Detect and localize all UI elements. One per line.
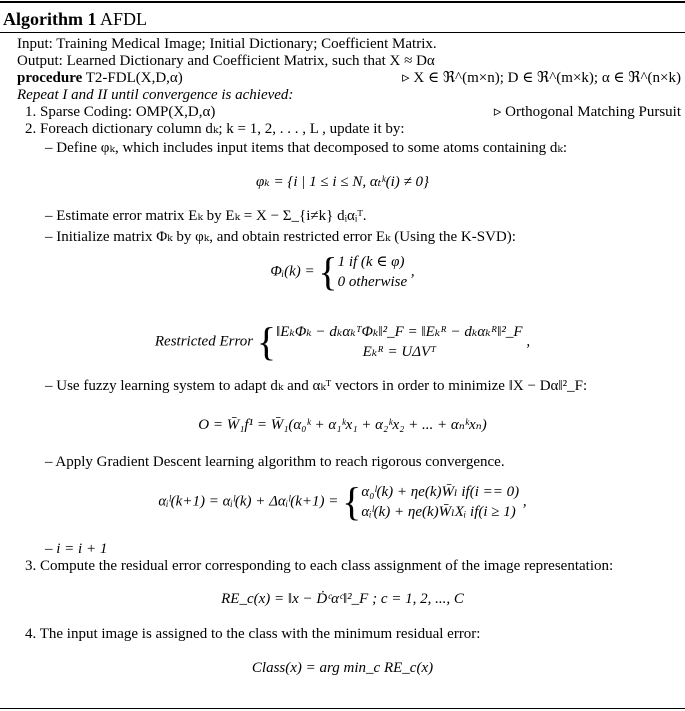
step-2: 2. Foreach dictionary column dₖ; k = 1, 2, . . . , L , update it by:: [25, 121, 405, 137]
substep-fuzzy: – Use fuzzy learning system to adapt dₖ and αₖᵀ vectors in order to minimize ‖X − Dα‖²_F:: [45, 378, 588, 394]
bottom-rule: [0, 708, 685, 709]
procedure-line: [17, 70, 183, 87]
brace: {: [342, 479, 362, 524]
procedure-comment: ▹ X ∈ ℜ^(m×n); D ∈ ℜ^(m×k); α ∈ ℜ^(n×k): [402, 70, 681, 86]
equation-alpha-update: [0, 479, 685, 524]
case-2: Eₖᴿ = UΔVᵀ: [362, 344, 436, 360]
algorithm-title: [3, 8, 147, 30]
cases: [338, 252, 408, 292]
procedure-name: T2-FDL(X,D,α): [85, 70, 183, 86]
procedure-keyword: procedure: [17, 70, 83, 86]
case-2: 0 otherwise: [337, 274, 408, 290]
substep-initialize: – Initialize matrix Φₖ by φₖ, and obtain restricted error Eₖ (Using the K-SVD):: [45, 229, 516, 245]
equation-residual: RE_c(x) = ‖x − Ḋᶜαᶜ‖²_F ; c = 1, 2, ..., C: [221, 591, 464, 607]
equation-O: O = W̄₁f¹ = W̄₁(α₀ᵏ + α₁ᵏx₁ + α₂ᵏx₂ + ... + αₙᵏxₙ): [198, 417, 487, 433]
brace: {: [256, 319, 277, 364]
eq-lhs: αᵢˡ(k+1) = αᵢˡ(k) + Δαᵢˡ(k+1) =: [158, 493, 343, 510]
step-3: 3. Compute the residual error corresponding to each class assignment of the image representation:: [25, 558, 614, 574]
substep-define: – Define φₖ, which includes input items that decomposed to some atoms containing dₖ:: [45, 140, 568, 156]
substep-increment: – i = i + 1: [45, 541, 108, 557]
equation-class: Class(x) = arg min_c RE_c(x): [251, 660, 434, 676]
title-rule: [0, 32, 685, 33]
eq-tail: ,: [407, 263, 415, 280]
eq-lhs: Φᵢ(k) =: [270, 263, 319, 280]
equation-phi: φₖ = {i | 1 ≤ i ≤ N, αₜᵏ(i) ≠ 0}: [256, 174, 429, 190]
top-rule: [0, 1, 685, 3]
output-line: Output: Learned Dictionary and Coefficient Matrix, such that X ≈ Dα: [17, 53, 435, 69]
substep-gradient: – Apply Gradient Descent learning algorithm to reach rigorous convergence.: [45, 454, 505, 470]
equation-restricted-error: [0, 319, 685, 364]
equation-Phi: [0, 249, 685, 294]
cases: [276, 322, 523, 362]
step-4: 4. The input image is assigned to the class with the minimum residual error:: [25, 626, 481, 642]
case-1: α₀ˡ(k) + ηe(k)W̄ₗ if(i == 0): [361, 484, 520, 500]
repeat-line: Repeat I and II until convergence is achieved:: [17, 87, 294, 103]
brace: {: [318, 249, 338, 294]
eq-tail: ,: [519, 493, 527, 510]
algorithm-name: AFDL: [100, 9, 148, 29]
eq-tail: ,: [522, 333, 531, 350]
input-line: Input: Training Medical Image; Initial Dictionary; Coefficient Matrix.: [17, 36, 437, 52]
step-1-comment: ▹ Orthogonal Matching Pursuit: [493, 104, 681, 120]
case-1: ‖EₖΦₖ − dₖαₖᵀΦₖ‖²_F = ‖Eₖᴿ − dₖαₖᴿ‖²_F: [276, 324, 523, 340]
step-1: 1. Sparse Coding: OMP(X,D,α): [25, 104, 216, 120]
case-1: 1 if (k ∈ φ): [337, 254, 405, 270]
cases: [361, 482, 519, 522]
eq-lhs: Restricted Error: [154, 333, 257, 350]
algorithm-number: Algorithm 1: [3, 9, 97, 29]
substep-estimate: – Estimate error matrix Eₖ by Eₖ = X − Σ_{i≠k} dᵢαᵢᵀ.: [45, 208, 367, 224]
case-2: αᵢˡ(k) + ηe(k)W̄ₗXᵢ if(i ≥ 1): [361, 504, 516, 520]
